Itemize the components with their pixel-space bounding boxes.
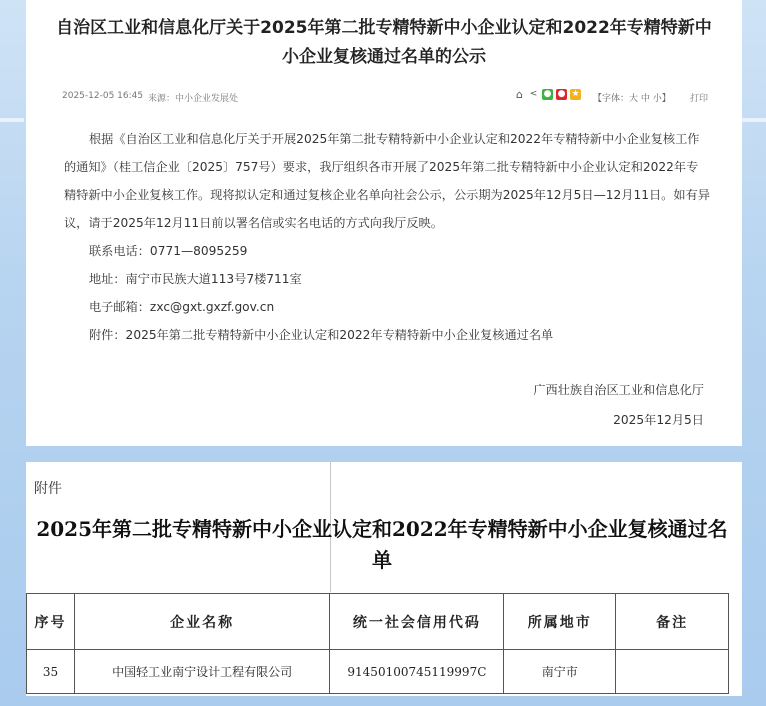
publish-date: 2025-12-05 16:45	[62, 91, 144, 101]
contact-email: 电子邮箱：zxc@gxt.gxzf.gov.cn	[89, 300, 275, 314]
company-table	[26, 593, 729, 694]
background-stripe-right	[742, 118, 766, 122]
font-size-selector[interactable]: 【字体：大 中 小】	[593, 94, 671, 104]
wechat-icon[interactable]: ●	[543, 89, 552, 99]
header-index: 序号	[27, 594, 75, 650]
article-card	[26, 0, 742, 446]
body-paragraph: 根据《自治区工业和信息化厅关于开展2025年第二批专精特新中小企业认定和2022年专精特新中小企业复核工作的通知》（桂工信企业〔2025〕757号）要求，我厅组织各市开展了2025年第二批专精特新中小企业认定和2022年专精特新中小企业复核工作。现将拟认定和通过复核企业名单向社会公示，公示期为2025年12月5日—12月11日。如有异议，请于2025年12月11日前以署名信或实名电话的方式向我厅反映。	[64, 132, 710, 230]
header-remark: 备注	[616, 594, 729, 650]
print-link[interactable]: 打印	[689, 94, 708, 104]
table-header-row	[27, 594, 729, 650]
attachment-label: 附件	[34, 481, 62, 497]
cell-index: 35	[27, 650, 75, 694]
weibo-icon[interactable]: ●	[557, 89, 566, 99]
attachment-link[interactable]: 附件：2025年第二批专精特新中小企业认定和2022年专精特新中小企业复核通过名单	[89, 328, 554, 342]
signature-date: 2025年12月5日	[613, 413, 704, 427]
article-meta	[62, 89, 708, 105]
cell-city: 南宁市	[504, 650, 616, 694]
signature-org: 广西壮族自治区工业和信息化厅	[533, 383, 704, 397]
share-icon[interactable]: <	[529, 89, 538, 99]
table-row	[27, 650, 729, 694]
header-company-name: 企业名称	[74, 594, 330, 650]
article-body	[64, 125, 710, 349]
contact-phone: 联系电话：0771—8095259	[89, 244, 248, 258]
article-title: 自治区工业和信息化厅关于2025年第二批专精特新中小企业认定和2022年专精特新中小企业复核通过名单的公示	[56, 18, 712, 67]
header-city: 所属地市	[504, 594, 616, 650]
contact-address: 地址：南宁市民族大道113号7楼711室	[89, 272, 302, 286]
document-title: 2025年第二批专精特新中小企业认定和2022年专精特新中小企业复核通过名单	[36, 517, 728, 572]
bottom-band	[0, 696, 766, 706]
share-bar	[514, 89, 581, 100]
home-icon[interactable]: ⌂	[516, 88, 523, 101]
qzone-icon[interactable]: ★	[571, 89, 580, 99]
attachment-document	[26, 462, 742, 706]
header-credit-code: 统一社会信用代码	[330, 594, 504, 650]
cell-credit-code: 91450100745119997C	[330, 650, 504, 694]
article-source: 来源：中小企业发展处	[148, 94, 239, 104]
cell-company-name: 中国轻工业南宁设计工程有限公司	[74, 650, 330, 694]
background-stripe-left	[0, 118, 24, 122]
cell-remark	[616, 650, 729, 694]
